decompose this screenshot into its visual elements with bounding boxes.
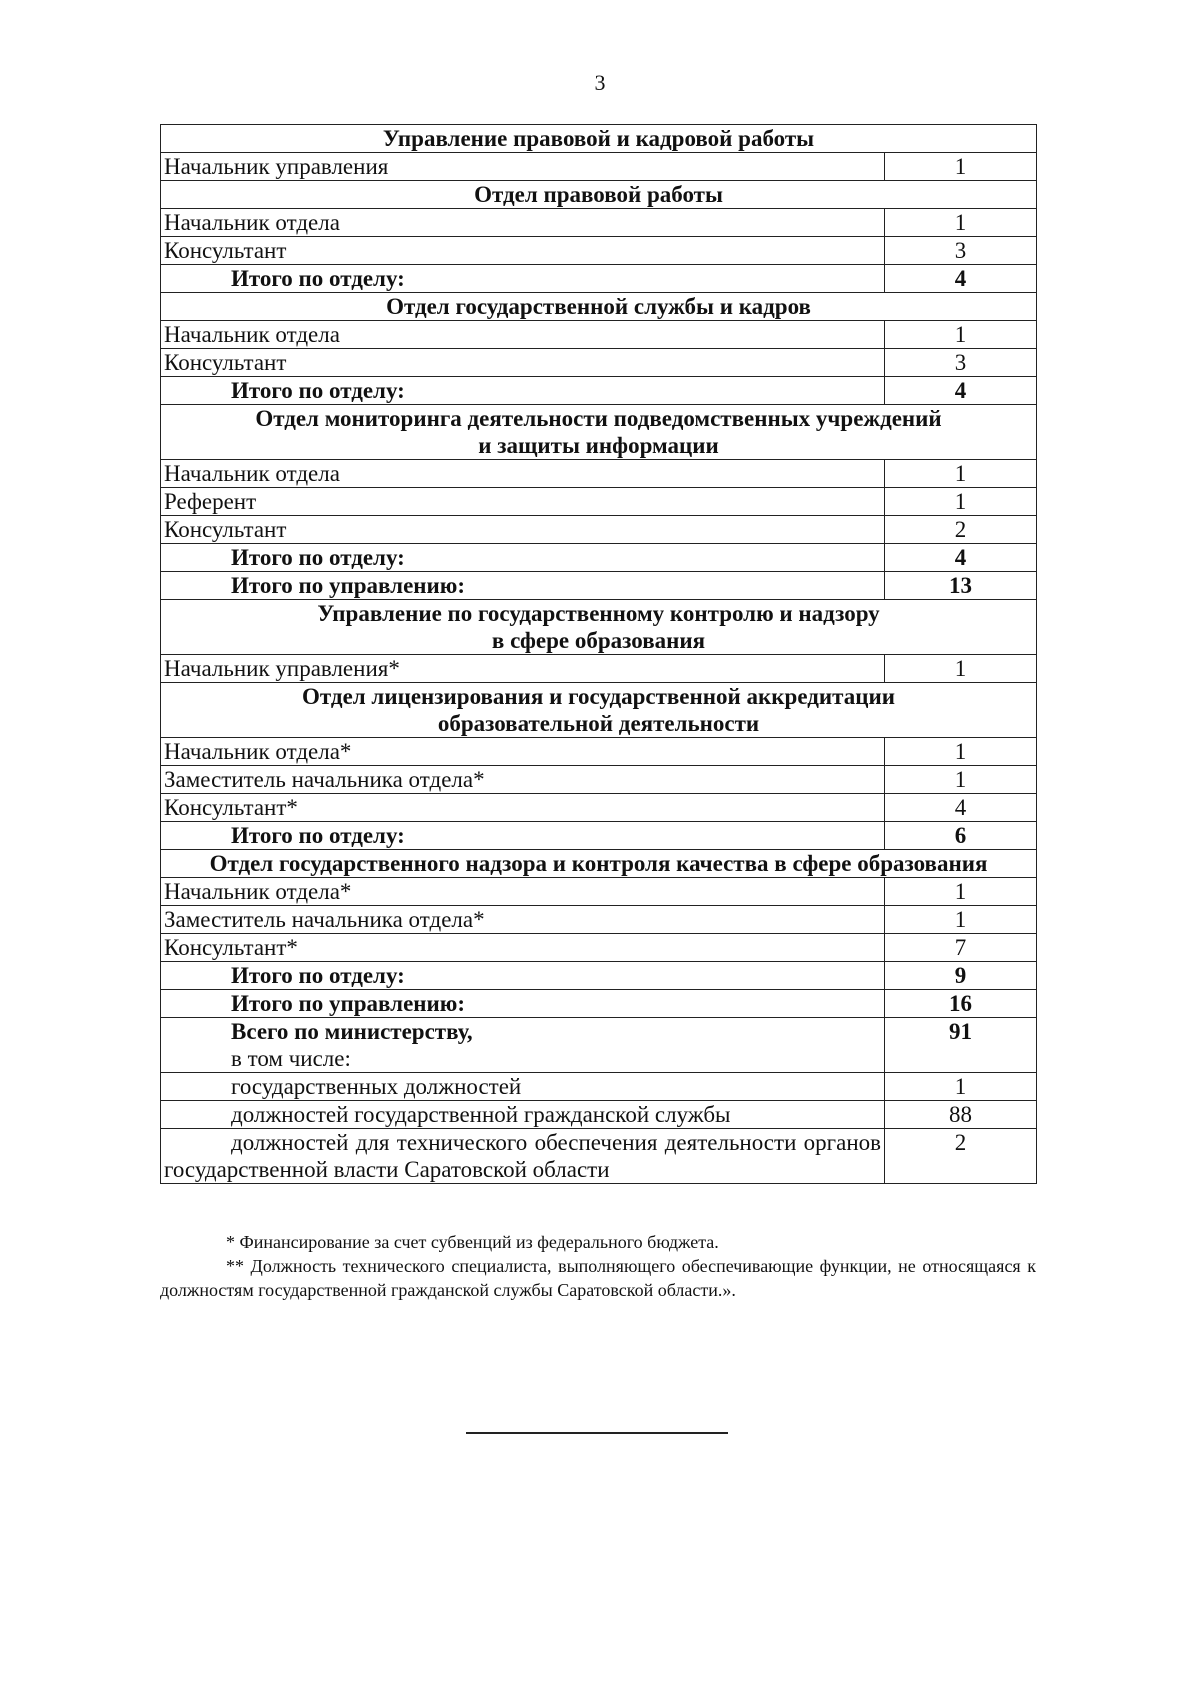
position-count: 1	[885, 460, 1037, 488]
position-count: 1	[885, 321, 1037, 349]
total-count: 13	[885, 572, 1037, 600]
section-heading-row	[161, 293, 1037, 321]
position-row	[161, 655, 1037, 683]
footnote-technical-specialist: ** Должность технического специалиста, выполняющего обеспечивающие функции, не относящаяся к должностям государственной гражданской службы Саратовской области.».	[160, 1256, 1036, 1300]
position-label: государственных должностей	[161, 1073, 885, 1101]
grand-total-label-cell	[161, 1018, 885, 1073]
section-heading-row	[161, 683, 1037, 738]
section-heading-row	[161, 850, 1037, 878]
section-heading	[161, 405, 1037, 460]
position-label: Начальник управления	[161, 153, 885, 181]
position-count: 2	[885, 1129, 1037, 1184]
position-label: Референт	[161, 488, 885, 516]
total-row	[161, 544, 1037, 572]
position-count: 3	[885, 349, 1037, 377]
total-count: 4	[885, 265, 1037, 293]
position-count: 1	[885, 209, 1037, 237]
position-label: Консультант	[161, 237, 885, 265]
position-row	[161, 934, 1037, 962]
position-count: 3	[885, 237, 1037, 265]
position-label: Заместитель начальника отдела*	[161, 766, 885, 794]
position-count: 1	[885, 906, 1037, 934]
position-label: Начальник отдела	[161, 209, 885, 237]
position-row	[161, 738, 1037, 766]
position-row	[161, 321, 1037, 349]
position-count: 88	[885, 1101, 1037, 1129]
total-label: Итого по управлению:	[161, 572, 885, 600]
grand-total-sublabel: в том числе:	[231, 1046, 351, 1071]
total-row	[161, 990, 1037, 1018]
position-row	[161, 878, 1037, 906]
total-label: Итого по отделу:	[161, 265, 885, 293]
section-heading-row	[161, 181, 1037, 209]
total-label: Итого по отделу:	[161, 962, 885, 990]
position-count: 1	[885, 738, 1037, 766]
section-heading-row	[161, 600, 1037, 655]
section-heading-line: Управление по государственному контролю и надзору	[317, 601, 880, 626]
total-count: 9	[885, 962, 1037, 990]
position-count: 1	[885, 488, 1037, 516]
section-heading-line: Управление правовой и кадровой работы	[382, 126, 815, 151]
section-heading-row	[161, 125, 1037, 153]
position-row	[161, 237, 1037, 265]
total-row	[161, 572, 1037, 600]
section-heading-line: в сфере образования	[491, 628, 706, 653]
position-row	[161, 906, 1037, 934]
section-heading-line: и защиты информации	[478, 433, 719, 458]
staffing-table	[160, 124, 1037, 1184]
position-count: 7	[885, 934, 1037, 962]
position-row	[161, 488, 1037, 516]
section-heading	[161, 181, 1037, 209]
position-count: 1	[885, 878, 1037, 906]
total-count: 4	[885, 544, 1037, 572]
position-row	[161, 460, 1037, 488]
position-row	[161, 1073, 1037, 1101]
position-count: 1	[885, 1073, 1037, 1101]
section-heading-row	[161, 405, 1037, 460]
section-heading	[161, 125, 1037, 153]
total-count: 16	[885, 990, 1037, 1018]
total-row	[161, 265, 1037, 293]
position-row	[161, 153, 1037, 181]
section-heading	[161, 293, 1037, 321]
position-label: должностей государственной гражданской службы	[161, 1101, 885, 1129]
position-row	[161, 516, 1037, 544]
position-row	[161, 1129, 1037, 1184]
section-heading-line: образовательной деятельности	[437, 711, 760, 736]
total-label: Итого по отделу:	[161, 377, 885, 405]
position-count: 1	[885, 153, 1037, 181]
position-row	[161, 349, 1037, 377]
section-heading-line: Отдел правовой работы	[474, 182, 723, 207]
total-count: 6	[885, 822, 1037, 850]
position-row	[161, 794, 1037, 822]
footnotes	[160, 1230, 1036, 1302]
footnote-subvention: * Финансирование за счет субвенций из федерального бюджета.	[226, 1232, 719, 1252]
section-heading	[161, 683, 1037, 738]
grand-total-row	[161, 1018, 1037, 1073]
position-label: Начальник отдела*	[161, 738, 885, 766]
section-heading-line: Отдел лицензирования и государственной аккредитации	[302, 684, 895, 709]
section-heading-line: Отдел государственной службы и кадров	[386, 294, 811, 319]
position-row	[161, 209, 1037, 237]
total-row	[161, 962, 1037, 990]
page-number: 3	[594, 70, 606, 95]
total-count: 4	[885, 377, 1037, 405]
section-heading	[161, 600, 1037, 655]
staffing-table-body	[161, 125, 1037, 1184]
position-row	[161, 1101, 1037, 1129]
grand-total-label: Всего по министерству,	[231, 1019, 473, 1044]
total-row	[161, 377, 1037, 405]
position-label: Консультант*	[161, 794, 885, 822]
position-count: 2	[885, 516, 1037, 544]
total-label: Итого по управлению:	[161, 990, 885, 1018]
section-heading-line: Отдел государственного надзора и контроля качества в сфере образования	[209, 851, 988, 876]
position-label: Консультант*	[161, 934, 885, 962]
position-label: Заместитель начальника отдела*	[161, 906, 885, 934]
position-label: Начальник отдела*	[161, 878, 885, 906]
position-label: Консультант	[161, 516, 885, 544]
position-label: должностей для технического обеспечения деятельности органов государственной власти Саратовской области	[161, 1129, 885, 1184]
position-label: Начальник управления*	[161, 655, 885, 683]
total-row	[161, 822, 1037, 850]
end-divider-line	[466, 1432, 728, 1434]
total-label: Итого по отделу:	[161, 544, 885, 572]
position-count: 4	[885, 794, 1037, 822]
position-row	[161, 766, 1037, 794]
total-label: Итого по отделу:	[161, 822, 885, 850]
position-label: Начальник отдела	[161, 460, 885, 488]
section-heading	[161, 850, 1037, 878]
total-count: 91	[885, 1018, 1037, 1073]
position-label: Консультант	[161, 349, 885, 377]
position-count: 1	[885, 766, 1037, 794]
position-count: 1	[885, 655, 1037, 683]
position-label: Начальник отдела	[161, 321, 885, 349]
section-heading-line: Отдел мониторинга деятельности подведомственных учреждений	[255, 406, 942, 431]
